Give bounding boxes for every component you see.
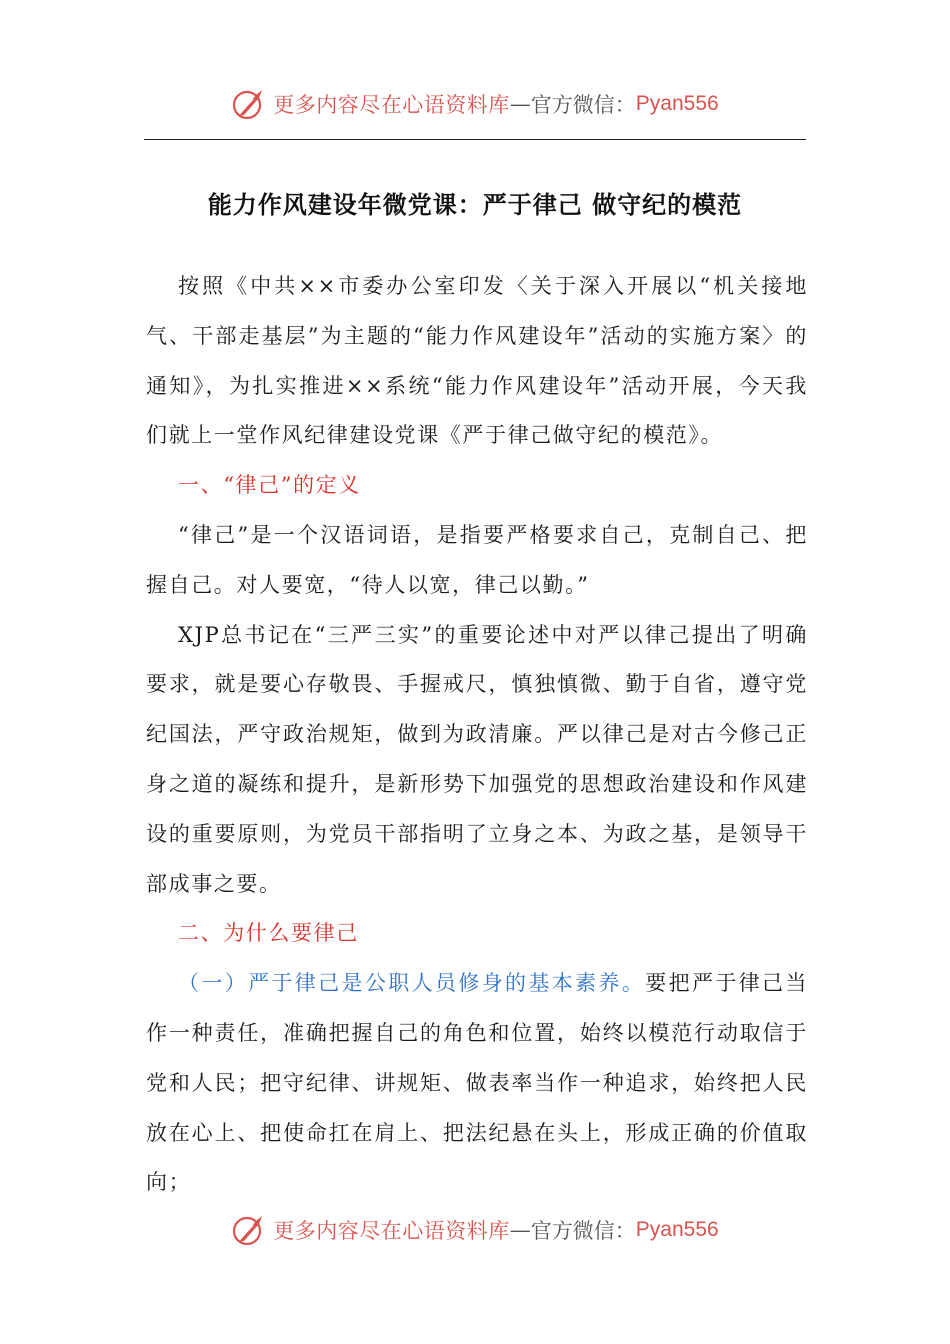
section-heading-1: 一、“律己”的定义 [178,473,361,498]
paragraph-intro: 按照《中共××市委办公室印发〈关于深入开展以“机关接地气、干部走基层”为主题的“能力作风建设年”活动的实施方案〉的通知》，为扎实推进××系统“能力作风建设年”活动开展，今天我们就上一堂作风纪律建设党课《严于律己做守纪的模范》。 [146,274,808,448]
subheading-lead: （一）严于律己是公职人员修身的基本素养。 [178,971,646,996]
watermark-banner-bottom [0,1210,950,1250]
watermark-dash: — [509,1218,531,1242]
watermark-banner-top [0,84,950,124]
document-body [146,262,808,1208]
watermark-brand: 更多内容尽在心语资料库 [273,93,510,117]
watermark-dash: — [509,92,531,116]
document-title: 能力作风建设年微党课：严于律己 做守纪的模范 [207,190,743,219]
section-heading-2: 二、为什么要律己 [178,921,359,946]
watermark-official: 官方微信： [530,1219,636,1243]
watermark-brand: 更多内容尽在心语资料库 [273,1219,510,1243]
quill-pen-logo-icon [231,86,267,122]
paragraph-definition: “律己”是一个汉语词语，是指要严格要求自己，克制自己、把握自己。对人要宽，“待人以宽，律己以勤。” [146,522,808,597]
watermark-wechat-id: Pyan556 [635,92,719,115]
paragraph-reason-1-text: 要把严于律己当作一种责任，准确把握自己的角色和位置，始终以模范行动取信于党和人民；把守纪律、讲规矩、做表率当作一种追求，始终把人民放在心上、把使命扛在肩上、把法纪悬在头上，形成正确的价值取向； [146,971,809,1195]
paragraph-requirements: XJP总书记在“三严三实”的重要论述中对严以律己提出了明确要求，就是要心存敬畏、手握戒尺，慎独慎微、勤于自省，遵守党纪国法，严守政治规矩，做到为政清廉。严以律己是对古今修己正身之道的凝练和提升，是新形势下加强党的思想政治建设和作风建设的重要原则，为党员干部指明了立身之本、为政之基，是领导干部成事之要。 [146,622,808,896]
paragraph-reason-1 [146,959,808,1208]
header-divider [144,139,806,140]
quill-pen-logo-icon [231,1212,267,1248]
watermark-wechat-id: Pyan556 [635,1218,719,1241]
watermark-official: 官方微信： [530,93,636,117]
